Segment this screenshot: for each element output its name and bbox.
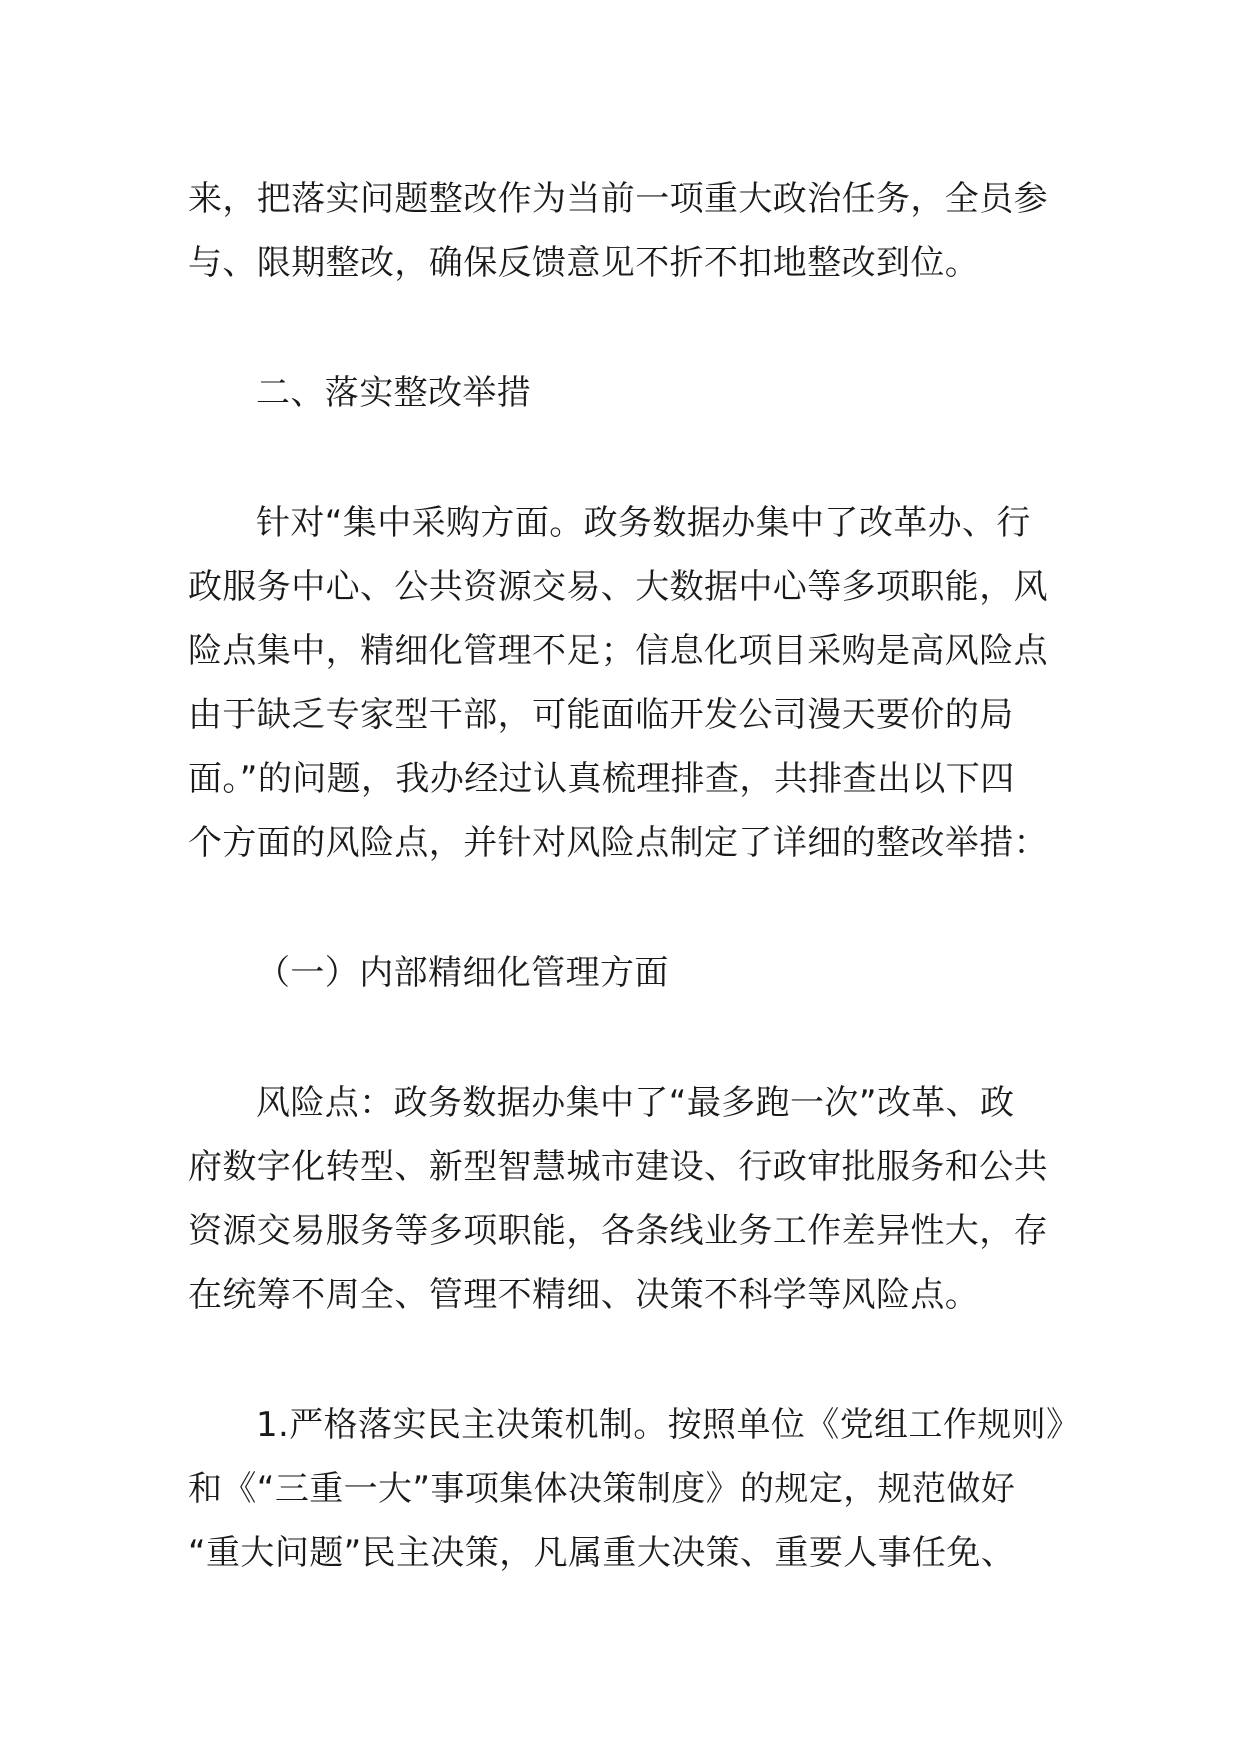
- paragraph-4-line-3: “重大问题”民主决策，凡属重大决策、重要人事任免、: [188, 1533, 1016, 1573]
- paragraph-3-line-4: 在统筹不周全、管理不精细、决策不科学等风险点。: [188, 1275, 980, 1315]
- paragraph-2-line-5: 面。”的问题，我办经过认真梳理排查，共排查出以下四: [188, 759, 1015, 799]
- paragraph-4-line-2: 和《“三重一大”事项集体决策制度》的规定，规范做好: [188, 1469, 1016, 1509]
- paragraph-2-line-3: 险点集中，精细化管理不足；信息化项目采购是高风险点: [188, 631, 1048, 671]
- paragraph-2-line-4: 由于缺乏专家型干部，可能面临开发公司漫天要价的局: [188, 695, 1014, 735]
- section-heading-2: 二、落实整改举措: [256, 373, 532, 413]
- paragraph-2-line-1: 针对“集中采购方面。政务数据办集中了改革办、行: [256, 503, 1031, 543]
- paragraph-4-line-1: 1.严格落实民主决策机制。按照单位《党组工作规则》: [256, 1405, 1081, 1445]
- paragraph-3-line-3: 资源交易服务等多项职能，各条线业务工作差异性大，存: [188, 1211, 1048, 1251]
- paragraph-3-line-1: 风险点：政务数据办集中了“最多跑一次”改革、政: [256, 1083, 1015, 1123]
- paragraph-1-line-2: 与、限期整改，确保反馈意见不折不扣地整改到位。: [188, 243, 980, 283]
- subsection-heading-1: （一）内部精细化管理方面: [256, 953, 669, 993]
- paragraph-1-line-1: 来，把落实问题整改作为当前一项重大政治任务，全员参: [188, 179, 1048, 219]
- paragraph-3-line-2: 府数字化转型、新型智慧城市建设、行政审批服务和公共: [188, 1147, 1048, 1187]
- paragraph-2-line-2: 政服务中心、公共资源交易、大数据中心等多项职能，风: [188, 567, 1048, 607]
- paragraph-2-line-6: 个方面的风险点，并针对风险点制定了详细的整改举措：: [188, 823, 1048, 863]
